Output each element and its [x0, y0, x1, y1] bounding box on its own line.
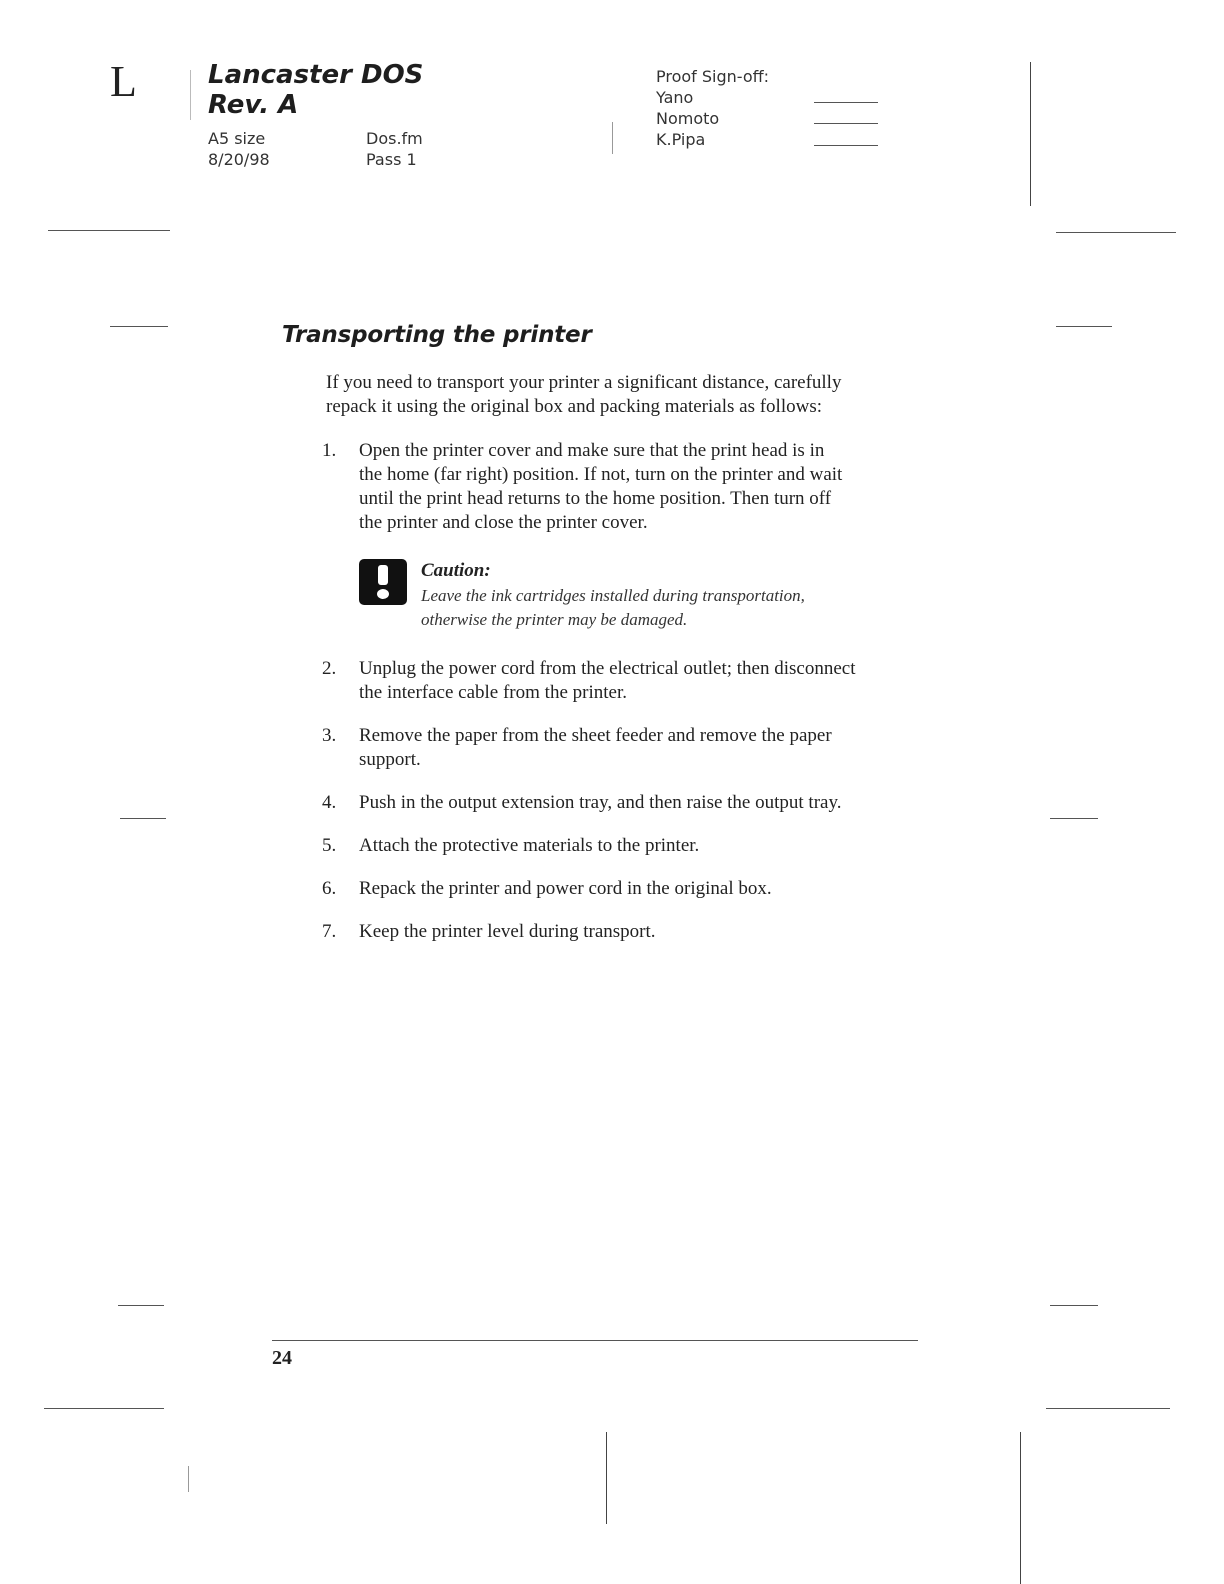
signoff-line-3	[814, 145, 878, 146]
footer-rule	[272, 1340, 918, 1341]
step-number: 6.	[322, 878, 337, 899]
step-line: Keep the printer level during transport.	[359, 921, 656, 942]
doc-pass: Pass 1	[366, 150, 417, 169]
crop-mark	[118, 1305, 164, 1306]
signoff-nomoto: Nomoto	[656, 109, 720, 128]
crop-mark	[48, 230, 170, 231]
step-line: the interface cable from the printer.	[359, 682, 627, 703]
crop-mark-vertical	[1020, 1432, 1021, 1584]
step-line: the printer and close the printer cover.	[359, 512, 648, 533]
doc-date: 8/20/98	[208, 150, 270, 169]
caution-line: otherwise the printer may be damaged.	[421, 610, 688, 629]
crop-mark	[1046, 1408, 1170, 1409]
step-line: support.	[359, 749, 421, 770]
intro-paragraph	[326, 371, 926, 419]
step-line: Repack the printer and power cord in the original box.	[359, 878, 772, 899]
caution-line: Leave the ink cartridges installed during transportation,	[421, 586, 805, 605]
step-line: the home (far right) position. If not, turn on the printer and wait	[359, 464, 843, 485]
header-center-tick	[612, 122, 613, 154]
signoff-kpipa: K.Pipa	[656, 130, 706, 149]
step-number: 1.	[322, 440, 337, 461]
doc-size: A5 size	[208, 129, 266, 148]
step-line: Push in the output extension tray, and then raise the output tray.	[359, 792, 842, 813]
caution-title: Caution:	[421, 560, 491, 581]
crop-mark	[110, 326, 168, 327]
intro-line: repack it using the original box and packing materials as follows:	[326, 396, 822, 417]
exclamation-icon	[359, 559, 407, 605]
header-left-rule	[190, 70, 191, 120]
doc-title-line1: Lancaster DOS	[208, 60, 424, 90]
page-number: 24	[272, 1347, 292, 1369]
step-line: Open the printer cover and make sure that the print head is in	[359, 440, 825, 461]
step-number: 5.	[322, 835, 337, 856]
proof-label: Proof Sign-off:	[656, 67, 770, 86]
step-line: until the print head returns to the home position. Then turn off	[359, 488, 832, 509]
signoff-line-1	[814, 102, 878, 103]
crop-mark	[44, 1408, 164, 1409]
doc-file: Dos.fm	[366, 129, 423, 148]
step-line: Remove the paper from the sheet feeder and remove the paper	[359, 725, 832, 746]
step-number: 7.	[322, 921, 337, 942]
doc-title	[208, 60, 423, 120]
proof-signoff	[656, 66, 769, 150]
signoff-yano: Yano	[656, 88, 694, 107]
caution-text	[421, 584, 921, 632]
section-heading: Transporting the printer	[282, 322, 592, 348]
crop-mark	[1056, 326, 1112, 327]
crop-mark	[1050, 818, 1098, 819]
crop-mark	[120, 818, 166, 819]
step-line: Attach the protective materials to the printer.	[359, 835, 700, 856]
doc-meta-left	[208, 128, 270, 170]
step-number: 3.	[322, 725, 337, 746]
right-margin-rule-top	[1030, 62, 1031, 206]
corner-letter: L	[110, 57, 137, 106]
crop-mark-vertical	[606, 1432, 607, 1524]
intro-line: If you need to transport your printer a significant distance, carefully	[326, 372, 842, 393]
step-line: Unplug the power cord from the electrical outlet; then disconnect	[359, 658, 856, 679]
signoff-line-2	[814, 123, 878, 124]
doc-meta-right	[366, 128, 423, 170]
doc-title-line2: Rev. A	[208, 90, 299, 120]
crop-mark-vertical	[188, 1466, 189, 1492]
crop-mark	[1050, 1305, 1098, 1306]
crop-mark	[1056, 232, 1176, 233]
step-number: 4.	[322, 792, 337, 813]
step-number: 2.	[322, 658, 337, 679]
